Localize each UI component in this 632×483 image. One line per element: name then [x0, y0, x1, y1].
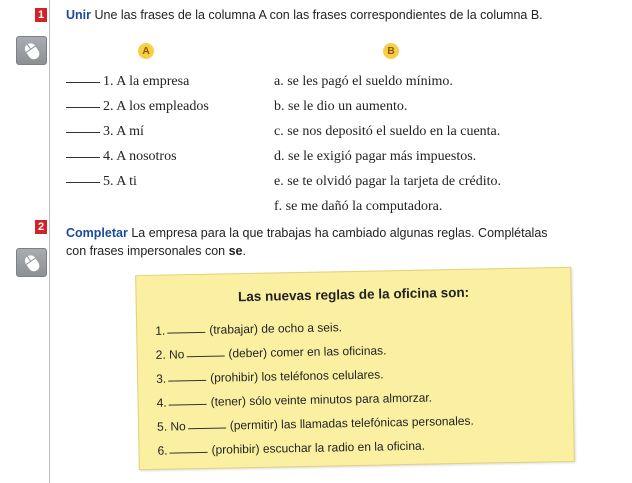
- match-item-2: [66, 99, 209, 115]
- rule-blank[interactable]: [168, 380, 206, 382]
- instruction-text: Une las frases de la columna A con las frases correspondientes de la columna B.: [94, 8, 543, 22]
- instruction-text-line2: con frases impersonales con: [66, 244, 226, 258]
- option-f: f. se me dañó la computadora.: [274, 199, 443, 214]
- mouse-icon[interactable]: [16, 248, 47, 277]
- answer-blank[interactable]: [66, 107, 100, 108]
- mouse-icon[interactable]: [16, 36, 47, 65]
- rule-prefix: 3.: [156, 371, 167, 386]
- instruction-bold-se: se: [228, 244, 243, 258]
- mouse-icon-graphic: [17, 37, 48, 66]
- rules-note-card: [135, 267, 575, 470]
- item-text: 4. A nosotros: [103, 149, 177, 164]
- rule-blank[interactable]: [169, 404, 207, 406]
- item-text: 1. A la empresa: [103, 74, 190, 89]
- margin-line: [49, 0, 50, 483]
- instruction-text: La empresa para la que trabajas ha cambiado algunas reglas. Complétalas: [131, 226, 548, 240]
- answer-blank[interactable]: [66, 82, 100, 83]
- option-b: b. se le dio un aumento.: [274, 99, 408, 114]
- instruction-period: .: [242, 244, 246, 258]
- match-item-4: [66, 149, 177, 165]
- item-text: 2. A los empleados: [103, 99, 209, 114]
- option-a: a. se les pagó el sueldo mínimo.: [274, 74, 453, 89]
- rule-text: (prohibir) escuchar la radio en la oficina.: [211, 438, 426, 457]
- activity-number-badge: 1: [35, 8, 47, 22]
- rule-text: (prohibir) los teléfonos celulares.: [210, 367, 384, 385]
- instruction-2: [66, 224, 626, 260]
- instruction-1: [66, 6, 543, 24]
- column-b-label: B: [383, 43, 399, 59]
- mouse-icon-graphic: [17, 249, 48, 278]
- match-item-3: [66, 124, 144, 140]
- rule-5: [157, 414, 474, 434]
- item-text: 3. A mí: [103, 124, 144, 139]
- rule-blank[interactable]: [186, 356, 224, 358]
- rule-prefix: 6.: [157, 443, 168, 458]
- option-c: c. se nos depositó el sueldo en la cuenta.: [274, 124, 501, 139]
- rule-text: (trabajar) de ocho a seis.: [209, 320, 343, 337]
- column-a-label: A: [138, 43, 154, 59]
- rule-3: [156, 367, 384, 385]
- rule-text: (deber) comer en las oficinas.: [228, 343, 387, 361]
- answer-blank[interactable]: [66, 182, 100, 183]
- rule-prefix: 4.: [156, 395, 167, 410]
- rule-blank[interactable]: [170, 452, 208, 454]
- item-text: 5. A ti: [103, 174, 137, 189]
- rule-1: [155, 320, 342, 338]
- rule-blank[interactable]: [167, 332, 205, 334]
- rule-prefix: 2. No: [155, 347, 185, 362]
- rule-text: (permitir) las llamadas telefónicas personales.: [229, 413, 474, 433]
- rule-2: [156, 343, 387, 361]
- activity-number-badge: 2: [35, 220, 47, 234]
- rule-prefix: 1.: [155, 323, 166, 338]
- rule-prefix: 5. No: [156, 419, 186, 434]
- match-item-5: [66, 174, 137, 190]
- rule-blank[interactable]: [188, 427, 226, 429]
- instruction-keyword: Completar: [66, 226, 128, 240]
- instruction-keyword: Unir: [66, 8, 91, 22]
- match-item-1: [66, 74, 189, 90]
- option-e: e. se te olvidó pagar la tarjeta de crédito.: [274, 174, 502, 189]
- note-title: Las nuevas reglas de la oficina son:: [237, 284, 470, 305]
- rule-4: [156, 391, 432, 410]
- answer-blank[interactable]: [66, 132, 100, 133]
- option-d: d. se le exigió pagar más impuestos.: [274, 149, 477, 164]
- answer-blank[interactable]: [66, 157, 100, 158]
- rule-text: (tener) sólo veinte minutos para almorzar.: [210, 390, 433, 409]
- rule-6: [157, 439, 425, 458]
